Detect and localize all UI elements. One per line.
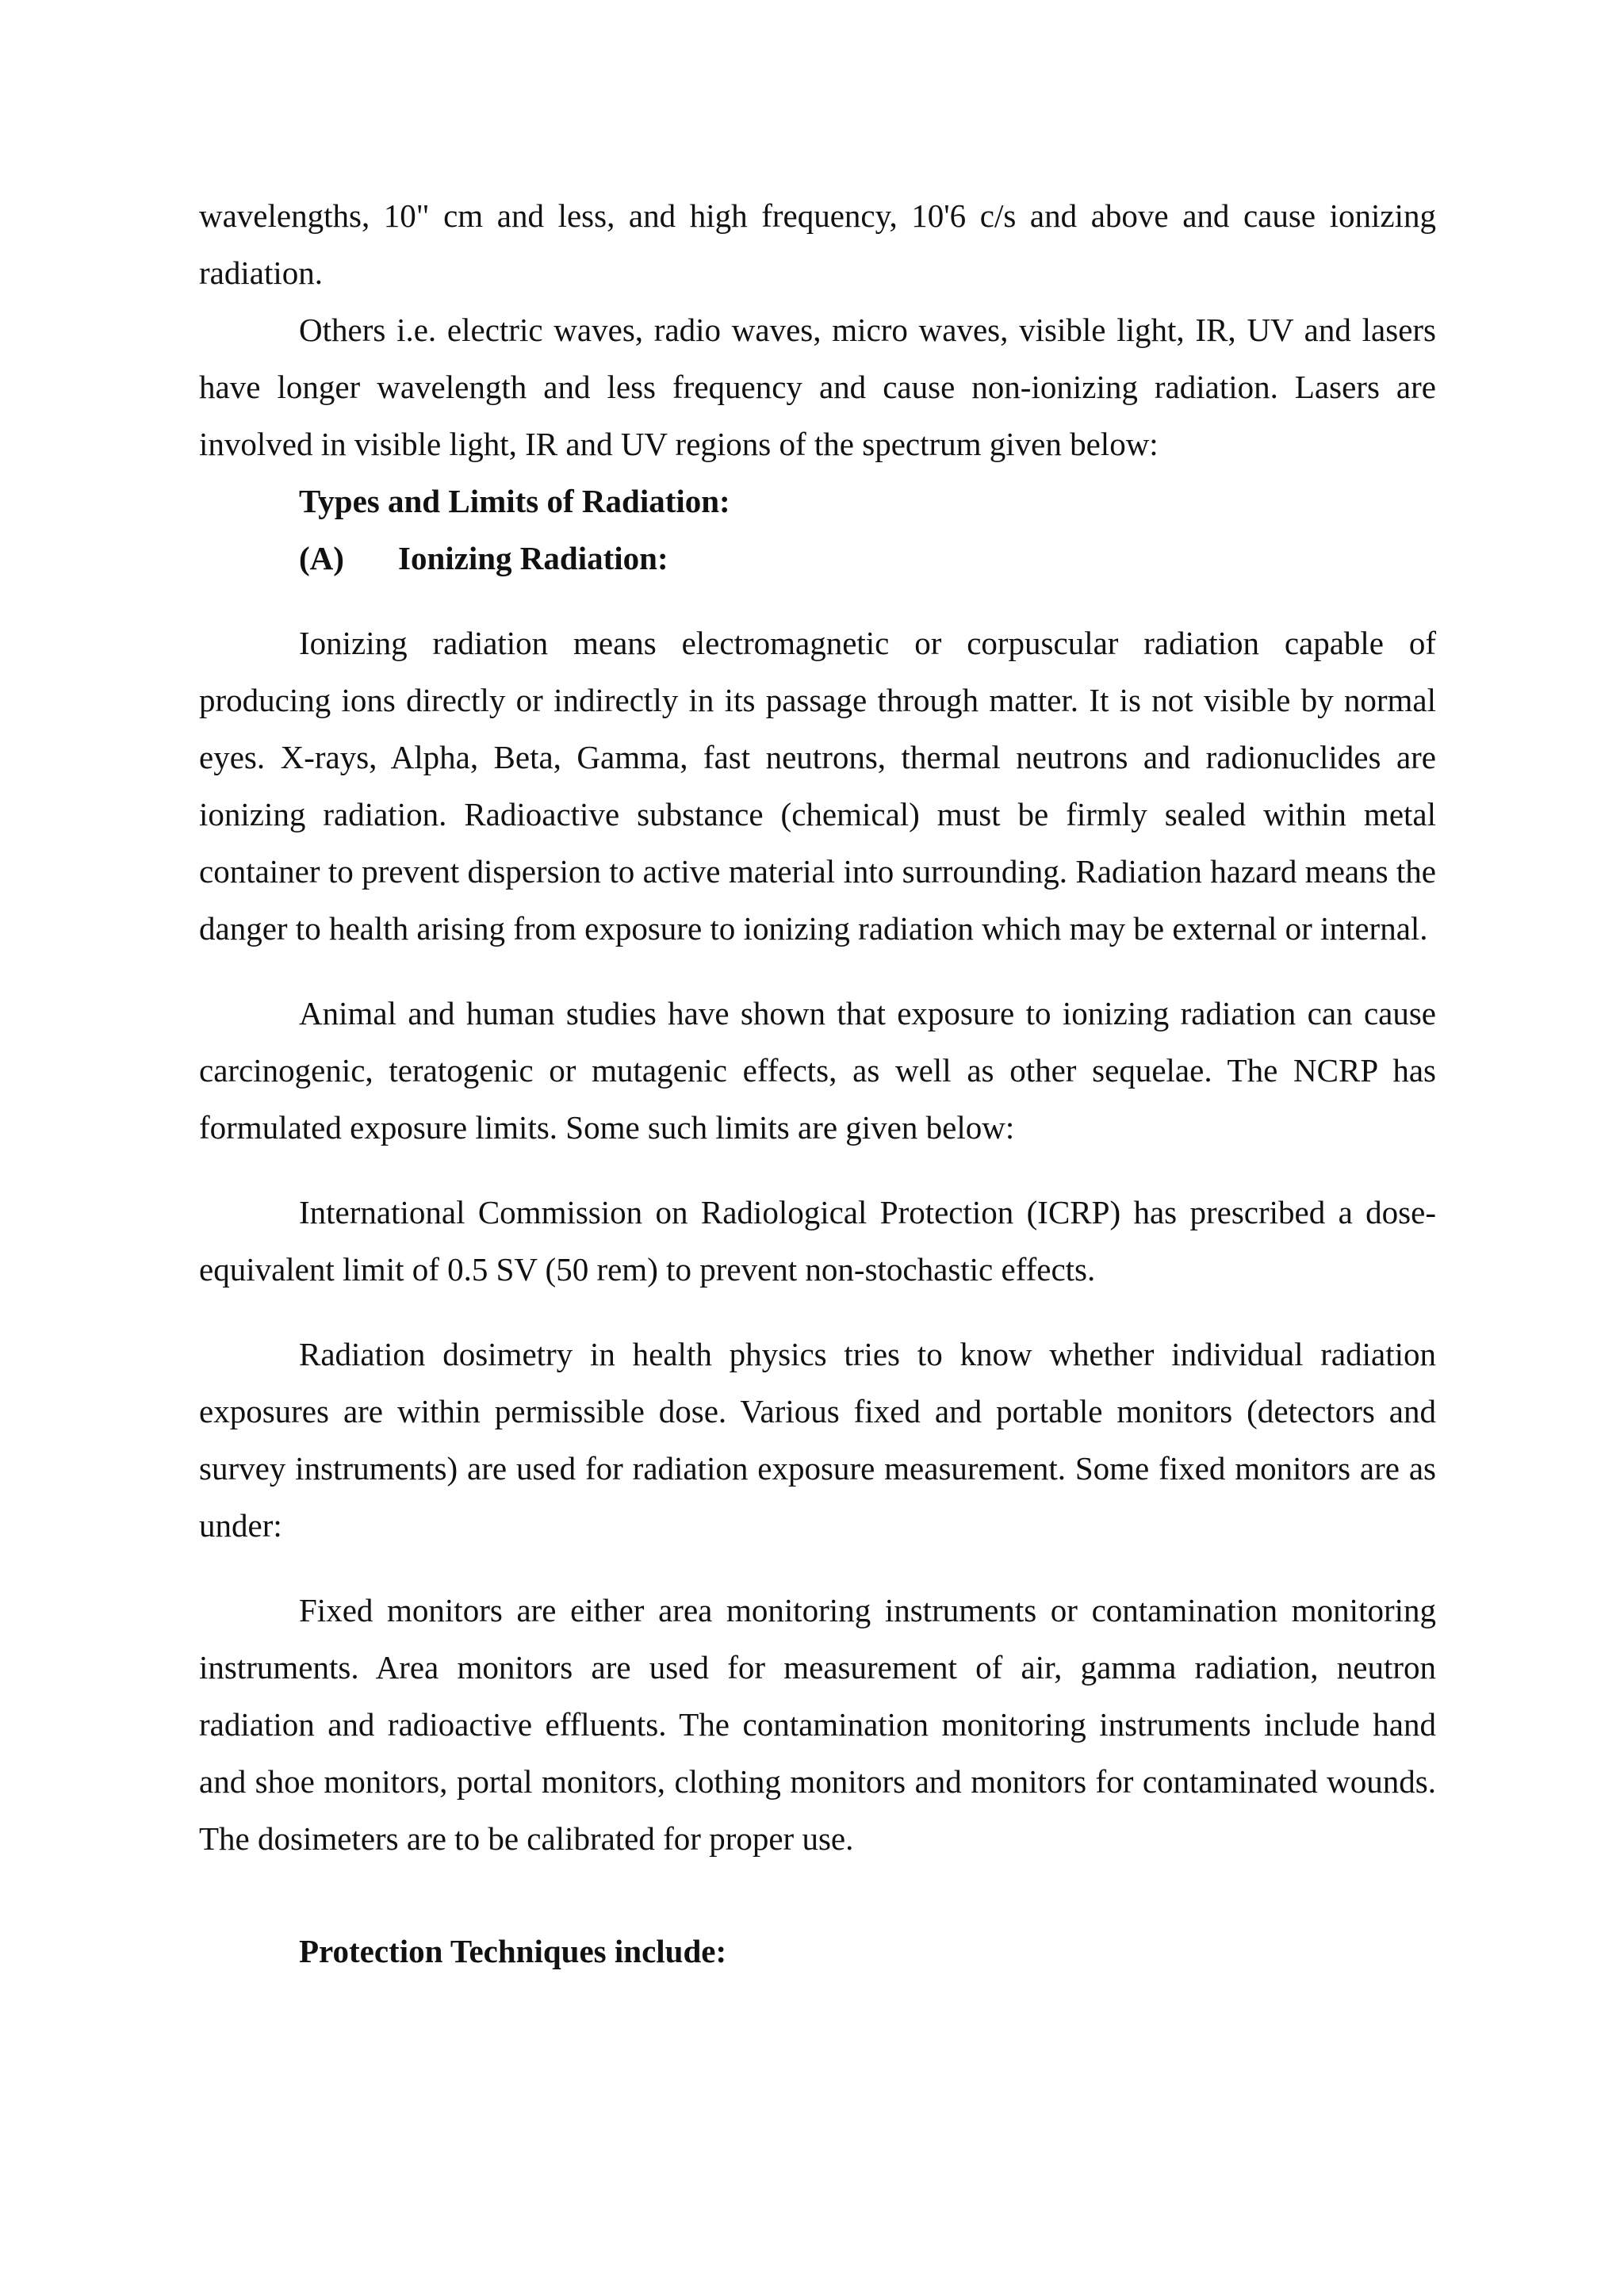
- paragraph-icrp: International Commission on Radiological Protection (ICRP) has prescribed a dose-equivalent limit of 0.5 SV (50 rem) to prevent non-stochastic effects.: [199, 1194, 1436, 1288]
- heading-ionizing-radiation: [199, 530, 1436, 587]
- paragraph-dosimetry: Radiation dosimetry in health physics tries to know whether individual radiation exposures are within permissible dose. Various fixed and portable monitors (detectors and survey instruments) are used for radiation exposure measurement. Some fixed monitors are as under:: [199, 1336, 1436, 1544]
- section-a-label: (A): [299, 540, 344, 576]
- heading-types-limits: Types and Limits of Radiation:: [299, 483, 730, 519]
- paragraph-fixed-monitors: Fixed monitors are either area monitoring instruments or contamination monitoring instruments. Area monitors are used for measurement of air, gamma radiation, neutron radiation and radioactive effluents. The contamination monitoring instruments include hand and shoe monitors, portal monitors, clothing monitors and monitors for contaminated wounds. The dosimeters are to be calibrated for proper use.: [199, 1592, 1436, 1857]
- document-page: [199, 187, 1436, 1980]
- paragraph-wavelengths: wavelengths, 10" cm and less, and high frequency, 10'6 c/s and above and cause ionizing radiation.: [199, 197, 1436, 291]
- section-a-title: Ionizing Radiation:: [398, 540, 668, 576]
- paragraph-ionizing-definition: Ionizing radiation means electromagnetic or corpuscular radiation capable of producing ions directly or indirectly in its passage through matter. It is not visible by normal eyes. X-rays, Alpha, Beta, Gamma, fast neutrons, thermal neutrons and radionuclides are ionizing radiation. Radioactive substance (chemical) must be firmly sealed within metal container to prevent dispersion to active material into surrounding. Radiation hazard means the danger to health arising from exposure to ionizing radiation which may be external or internal.: [199, 625, 1436, 947]
- paragraph-studies: Animal and human studies have shown that exposure to ionizing radiation can cause carcinogenic, teratogenic or mutagenic effects, as well as other sequelae. The NCRP has formulated exposure limits. Some such limits are given below:: [199, 995, 1436, 1146]
- paragraph-non-ionizing: Others i.e. electric waves, radio waves, micro waves, visible light, IR, UV and lasers have longer wavelength and less frequency and cause non-ionizing radiation. Lasers are involved in visible light, IR and UV regions of the spectrum given below:: [199, 312, 1436, 462]
- heading-protection-techniques: Protection Techniques include:: [299, 1933, 727, 1969]
